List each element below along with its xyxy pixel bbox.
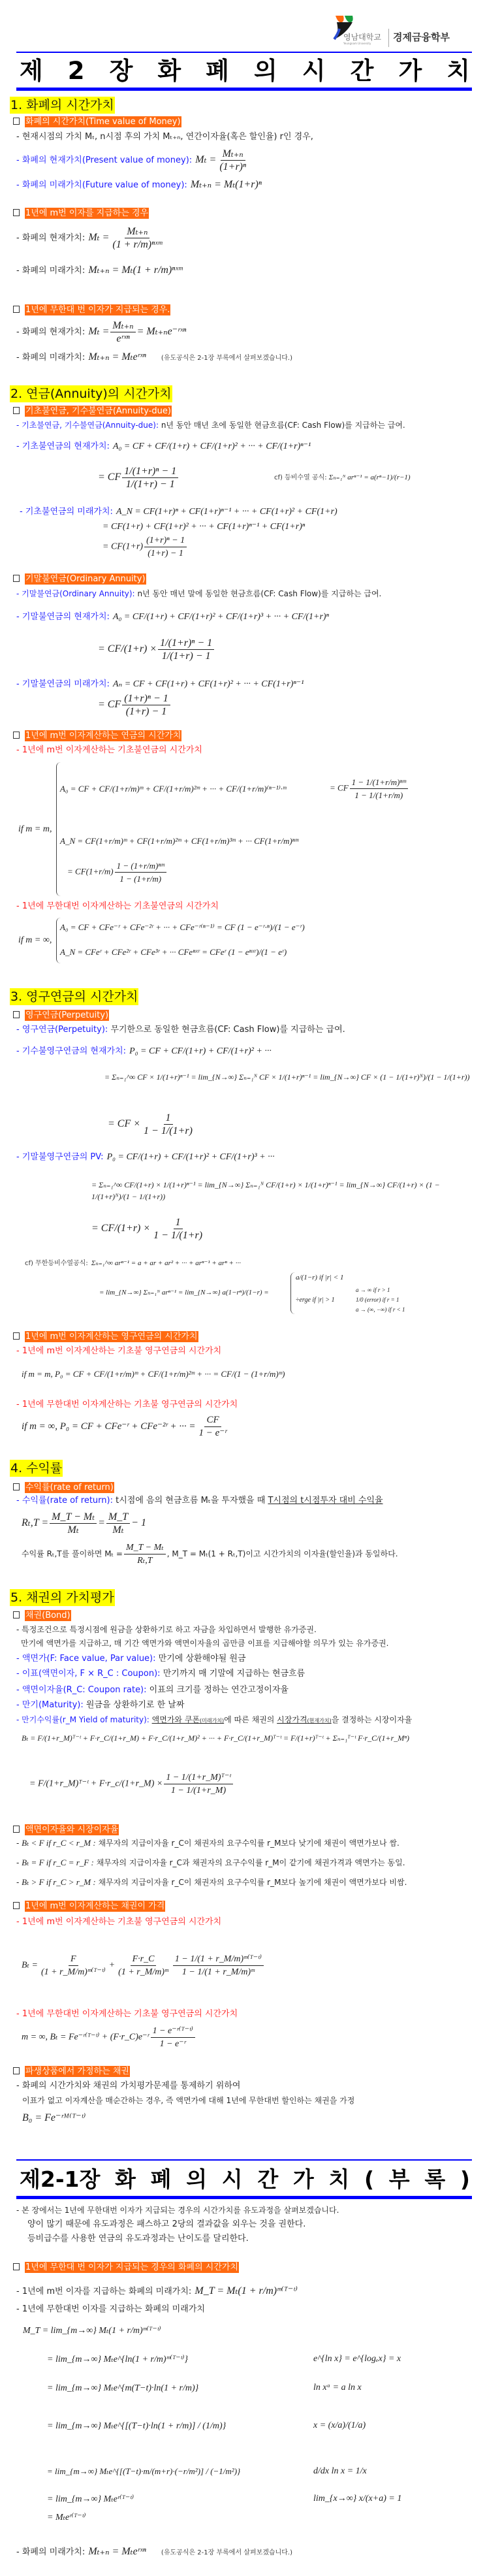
fv-label: - 화폐의 미래가치: [16,2547,86,2557]
checkbox-icon [13,306,20,313]
annuity-due-fv-formula-2: = CF(1+r) + CF(1+r)² + ··· + CF(1+r)ⁿ⁻¹ + CF(1+r)ⁿ [102,522,305,532]
checkbox-icon [13,1902,20,1909]
derivation-hint: x = (x/a)/(1/a) [313,2421,366,2430]
c-pv-label: - 화폐의 현재가치: [16,327,86,338]
checkbox-icon [13,1011,20,1018]
appendix-intro-2: 양이 많기 때문에 유도과정은 패스하고 2당의 결과값을 외우는 것을 권한다. [27,2219,306,2229]
ordinary-pv-formula-2: = CF/(1+r) × $\frac{\text{1/(1+r)ⁿ − 1}}{1/(1+r) - 1}$ [98,637,215,662]
annuity-due-pv-formula-2: = CF $\frac{\text{1/(1+r)ⁿ − 1}}{1/(1+r) - 1}$ [98,465,180,491]
subsection-label: 기말불연금(Ordinary Annuity) [25,574,146,584]
appendix-intro-3: 등비급수를 사용한 연금의 유도과정과는 난이도를 달리한다. [27,2234,249,2244]
inf-perpetuity-formula: if m = ∞, P₀ = CF + CFe⁻ʳ + CFe⁻²ʳ + ··· = $\frac{CF}{\text{1 − e⁻ʳ}}$ [22,1415,227,1438]
inf-annuity-label: - 1년에 무한대번 이자계산하는 기초불연금의 시간가치 [16,901,219,911]
c-fv-label: - 화폐의 미래가치: [16,353,86,362]
inf-a0-formula: A₀ = CF + CFe⁻ʳ + CFe⁻²ʳ + ··· + CFe⁻ʳ⁽ⁿ⁻¹⁾ = CF (1 − e⁻ʳ·ⁿ)/(1 − e⁻ʳ) [60,922,305,932]
derivation-hint: ln xᵃ = a ln x [313,2383,362,2392]
derivation-hint: lim_{x→∞} x/(x+a) = 1 [313,2494,402,2504]
subsection-heading [13,1611,71,1621]
m-a0-formula: A₀ = CF + CF/(1+r/m)ᵐ + CF/(1+r/m)²ᵐ + ··· + CF/(1+r/m)⁽ⁿ⁻¹⁾·ᵐ [60,784,287,794]
university-logo [333,14,477,48]
due-perpetuity-pv-formula: P₀ = CF + CF/(1+r) + CF/(1+r)² + ··· [129,1046,272,1056]
series-case-a: a → ∞ if r > 1 [356,1287,390,1293]
derivation-hint: e^{ln x} = e^{logₑx} = x [313,2354,401,2364]
subsection-heading [13,574,146,585]
divider [16,88,472,91]
derivation-step: = lim_{m→∞} Mₜe^{m(T−t)·ln(1 + r/m)} [47,2383,199,2393]
inf-bond-formula: m = ∞, Bₜ = Fe⁻ʳ⁽ᵀ⁻ᵗ⁾ + (F·r_C)e⁻ʳ $\frac{\text{1 − e⁻ʳ⁽ᵀ⁻ᵗ⁾}}{\text{1 − e⁻ʳ}}$ [22,2025,196,2050]
m-pv-label: - 화폐의 현재가치: [16,233,86,244]
annuity-due-fv-label: - 기초불연금의 미래가치: [20,507,113,517]
left-brace [56,762,61,896]
subsection-label: 액면이자율와 시장이자율 [25,1825,119,1835]
m-fv-formula: M_T = Mₜ(1 + r/m)ᵐ⁽ᵀ⁻ᵗ⁾ [195,2285,298,2296]
subsection-heading [13,305,170,315]
annuity-due-pv-formula: A₀ = CF + CF/(1+r) + CF/(1+r)² + ··· + CF/(1+r)ⁿ⁻¹ [113,442,311,451]
derivation-step: = lim_{m→∞} Mₜe^{[(T−t)·m/(m+r)·(−r/m²)] / (−1/m²)} [47,2466,241,2476]
m-annuity-label: - 1년에 m번 이자계산하는 기초불연금의 시간가치 [16,745,202,755]
subsection-label: 화폐의 시간가치(Time value of Money) [25,117,181,127]
derivation-note: (유도공식은 2-1장 부록에서 살펴보겠습니다.) [161,2549,292,2556]
c-pv-formula: Mₜ = $\frac{\text{Mₜ₊ₙ}}{\text{eʳˣⁿ}}$ = Mₜ₊ₙe⁻ʳˣⁿ [88,320,187,344]
checkbox-icon [13,2263,20,2270]
m-pv-formula: Mₜ = $\frac{\text{Mₜ₊ₙ}}{\text{(1 + r/m)ⁿˣᵐ}}$ [88,226,163,250]
bond-price-formula: Bₜ = F/(1+r_M)ᵀ⁻ᵗ + F·r_C/(1+r_M) + F·r_C/(1+r_M)² + ··· + F·r_C/(1+r_M)ᵀ⁻ᵗ = F/(1+r)ᵀ⁻ᵗ + Σₙ₌₁ᵀ⁻ᵗ F·r_C/(1+r_Mⁿ) [22,1733,410,1743]
subsection-label: 1년에 m번 이자를 지급하는 경우 [25,208,149,218]
subsection-heading [13,208,149,219]
subsection-label: 파생상품에서 가정하는 채권 [25,2067,129,2076]
due-perpetuity-pv-formula-3: = CF × $\frac{1}{1 - 1/(1+r)}$ [108,1112,193,1136]
subsection-heading [13,1332,198,1342]
checkbox-icon [13,1332,20,1340]
intro-text: - 현재시점의 가치 Mₜ, n시점 후의 가치 Mₜ₊ₙ, 연간이자율(혹은 할인율) r인 경우, [16,132,313,142]
ordinary-fv-formula: Aₙ = CF + CF(1+r) + CF(1+r)² + ··· + CF(1+r)ⁿ⁻¹ [113,679,304,689]
derivation-step: = lim_{m→∞} Mₜeʳ⁽ᵀ⁻ᵗ⁾ [47,2494,134,2504]
coupon-item: - 이표(액면이자, F × R_C : Coupon): 만기까지 매 기말에 지급하는 현금흐름 [16,1669,305,1679]
series-case-b: 1/0 (error) if r = 1 [356,1296,399,1303]
section-heading: 1. 화폐의 시간가치 [10,98,114,112]
subsection-label: 기초불연금, 기수불연금(Annuity-due) [25,406,171,416]
ytm-item: - 만기수익률(r_M Yield of maturity): 액면가와 쿠폰(미래가치)에 따른 채권의 시장가격(현재가치)을 결정하는 시장이자율 [16,1715,413,1724]
inf-perpetuity-label: - 1년에 무한대번 이자계산하는 기초불 영구연금의 시간가치 [16,1400,238,1409]
geometric-series-note: cf) 등비수열 공식: Σₙ₌₁ᴺ arⁿ⁻¹ = a(rⁿ−1)/(r−1) [274,474,411,481]
fv-formula: Mₜ₊ₙ = Mₜ(1+r)ⁿ [190,179,262,190]
logo-univ-en: Yeungnam University [343,42,371,45]
derivation-step: M_T = lim_{m→∞} Mₜ(1 + r/m)ᵐ⁽ᵀ⁻ᵗ⁾ [23,2326,161,2336]
divider [16,52,472,53]
infinite-series-formula: Σₙ₌₁^∞ arⁿ⁻¹ = a + ar + ar² + ··· + arⁿ⁻¹ + arⁿ + ··· [91,1259,241,1267]
checkbox-icon [13,118,20,125]
derivation-step: = lim_{m→∞} Mₜe^{[(T−t)·ln(1 + r/m)] / (1/m)} [47,2421,227,2431]
maturity-item: - 만기(Maturity): 원금을 상환하기로 한 날짜 [16,1700,185,1710]
face-value-item: - 액면가(F: Face value, Par value): 만기에 상환해야될 원금 [16,1654,246,1664]
m-fv-label: - 화폐의 미래가치: [16,266,86,276]
subsection-label: 수익률(rate of return) [25,1483,114,1492]
m-perpetuity-formula: if m = m, P₀ = CF + CF/(1+r/m)ᵐ + CF/(1+r/m)²ᵐ + ··· = CF/(1 − (1+r/m)ᵐ) [22,1369,285,1379]
derivative-bond-text: - 화폐의 시간가치와 채권의 가치평가문제를 통제하기 위하여 [16,2081,241,2091]
section-heading: 3. 영구연금의 시간가치 [10,990,138,1004]
ord-perpetuity-pv-formula-3: = CF/(1+r) × $\frac{1}{1 - 1/(1+r)}$ [91,1217,203,1241]
subsection-heading [13,1901,165,1912]
section-heading: 2. 연금(Annuity)의 시간가치 [10,387,172,401]
checkbox-icon [13,407,20,414]
annuity-due-fv-formula-3: = CF(1+r) $\frac{\text{(1+r)ⁿ − 1}}{(1+r) - 1}$ [102,534,188,560]
annuity-due-pv-label: - 기초불연금의 현재가치: [16,442,110,451]
subsection-label: 1년에 m번 이자계산하는 연금의 시간가치 [25,731,181,741]
annuity-due-definition: - 기초불연금, 기수불연금(Annuity-due): n년 동안 매년 초에 동일한 현금흐름(CF: Cash Flow)를 지급하는 급여. [16,421,405,430]
divider [16,2159,472,2161]
logo-dept-name: 경제금융학부 [393,31,450,43]
section-heading: 4. 수익률 [10,1461,63,1475]
subsection-heading [13,1483,114,1493]
subsection-label: 1년에 무한대 번 이자가 지급되는 경우. [25,305,170,315]
subsection-heading [13,117,181,127]
due-perpetuity-pv-formula-2: = Σₙ₌₁^∞ CF × 1/(1+r)ⁿ⁻¹ = lim_{N→∞} Σₙ₌₁ᴺ CF × 1/(1+r)ⁿ⁻¹ = lim_{N→∞} CF × (1 − 1/(1+r)ᴺ)/(1 − 1/(1+r)) [104,1072,470,1082]
derivation-hint: d/dx ln x = 1/x [313,2466,367,2476]
derivation-step: = Mₜeʳ⁽ᵀ⁻ᵗ⁾ [47,2513,86,2522]
appendix-title: 제2-1장 화 폐 의 시 간 가 치 ( 부 록 ) [20,2166,470,2192]
return-formula: Rₜ,T = $\frac{\text{M\_T − Mₜ}}{\text{Mₜ}}$ = $\frac{M\_T}{\text{Mₜ}}$ − 1 [22,1511,146,1536]
annuity-due-fv-formula: A_N = CF(1+r)ⁿ + CF(1+r)ⁿ⁻¹ + ··· + CF(1+r)² + CF(1+r) [116,507,337,517]
subsection-label: 1년에 m번 이자계산하는 영구연금의 시간가치 [25,1332,198,1342]
subsection-heading [13,1010,109,1021]
series-case-c: a → (∞, −∞) if r < 1 [356,1306,405,1313]
m-fv-formula: Mₜ₊ₙ = Mₜ(1 + r/m)ⁿˣᵐ [88,265,183,276]
logo-univ-name: 영남대학교 [343,33,381,42]
comparison-item: - Bₜ < F if r_C < r_M : 채무자의 지급이자율 r_C이 채권자의 요구수익률 r_M보다 낮기에 채권이 액면가보나 쌈. [16,1838,399,1848]
derivation-step: = lim_{m→∞} Mₜe^{ln(1 + r/m)ᵐ⁽ᵀ⁻ᵗ⁾} [47,2355,189,2364]
checkbox-icon [13,209,20,216]
appendix-intro: - 본 장에서는 1년에 무한대번 이자가 지급되는 경우의 시간가치를 유도과정을 살펴보겠습니다. [16,2206,339,2215]
section-heading: 5. 채권의 가치평가 [10,1590,114,1605]
m-an-formula-2: = CF(1+r/m) $\frac{\text{1 − (1+r/m)ⁿᵐ}}{1 - (1+r/m)}$ [67,860,168,885]
ordinary-fv-label: - 기말불연금의 미래가치: [16,679,110,689]
pv-label: - 화폐의 현재가치(Present value of money): [16,155,193,166]
ordinary-fv-formula-2: = CF $\frac{\text{(1+r)ⁿ − 1}}{(1+r) - 1}$ [98,692,172,718]
ord-perpetuity-pv-label: - 기말불영구연금의 PV: [16,1152,104,1162]
subsection-label: 채권(Bond) [25,1611,70,1620]
subsection-heading [13,406,172,417]
subsection-heading [13,1825,119,1835]
fv-formula: Mₜ₊ₙ = Mₜeʳˣⁿ [88,2546,146,2557]
infinite-series-formula-2: = lim_{N→∞} Σₙ₌₁ᴺ arⁿ⁻¹ = lim_{N→∞} a(1−rⁿ)/(1−r) = [99,1289,269,1296]
derivation-note: (유도공식은 2-1장 부록에서 살펴보겠습니다.) [161,355,292,362]
subsection-label: 1년에 m번 이자계산하는 채권이 가격 [25,1901,165,1911]
divider [16,2196,472,2199]
m-an-formula: A_N = CF(1+r/m)ᵐ + CF(1+r/m)²ᵐ + CF(1+r/m)³ᵐ + ··· CF(1+r/m)ⁿᵐ [60,836,299,846]
left-brace [290,1272,295,1314]
coupon-rate-item: - 액면이자율(R_C: Coupon rate): 이표의 크기를 정하는 연간고정이자율 [16,1685,289,1695]
bond-definition-2: 만기에 액면가를 지급하고, 매 기간 액면가와 액면이자율의 곱만큼 이표를 지급해야할 의무가 있는 유가증권. [21,1639,389,1648]
m-bond-label: - 1년에 m번 이자계산하는 기초불 영구연금의 시간가치 [16,1917,222,1927]
m-fv-label: - 1년에 m번 이자를 지급하는 화폐의 미래가치: [16,2287,192,2296]
bond-definition: - 특정조건으로 특정시점에 원금을 상환하기로 하고 자금을 차입하면서 발행한 유가증권. [16,1625,317,1634]
fv-label: - 화폐의 미래가치(Future value of money): [16,180,187,190]
condition-m: if m = m, [18,824,52,834]
due-perpetuity-pv-label: - 기수불영구연금의 현재가치: [16,1046,127,1056]
subsection-label: 영구연금(Perpetuity) [25,1010,109,1020]
subsection-heading [13,2067,130,2077]
series-case-diverge: ÷erge if |r| > 1 [296,1296,335,1304]
perpetuity-definition: - 영구연금(Perpetuity): 무기한으로 동일한 현금흐름(CF: Cash Flow)를 지급하는 급여. [16,1025,345,1035]
logo-divider [388,29,389,47]
checkbox-icon [13,732,20,739]
bond-price-formula-2: = F/(1+r_M)ᵀ⁻ᵗ + F·r_c/(1+r_M) × $\frac{\text{1 − 1/(1+r\_M)ᵀ⁻ᵗ}}{1 - 1/(1+r\_M)}$ [29,1771,234,1797]
series-case-converge: a/(1−r) if |r| < 1 [296,1274,344,1281]
subsection-heading [13,2262,239,2273]
inf-an-formula: A_N = CFeʳ + CFe²ʳ + CFe³ʳ + ··· CFeⁿˣʳ = CFeʳ (1 − eⁿˣʳ)/(1 − eʳ) [60,947,287,957]
m-bond-formula: Bₜ = $\frac{F}{\text{(1 + r\_M/m)ᵐ⁽ᵀ⁻ᵗ⁾}}$ + $\frac{F\cdot r\_C}{\text{(1 + r\_M/m)ᵐ}}$ $\frac{\text{1 − 1/(1 + r\_M/m)ᵐ⁽ᵀ⁻ᵗ⁾}}{\text{1 − 1/(1 + r\_M/m)ᵐ}}$ [22,1953,265,1978]
pv-formula: Mₜ = $\frac{\text{Mₜ₊ₙ}}{\text{(1+r)ⁿ}}$ [195,148,247,172]
ordinary-annuity-definition: - 기말불연금(Ordinary Annuity): n년 동안 매년 말에 동일한 현금흐름(CF: Cash Flow)를 지급하는 급여. [16,589,382,598]
checkbox-icon [13,1826,20,1833]
infinite-series-note: cf) 무한등비수열공식: [25,1260,88,1267]
m-a0-formula-rhs: = CF $\frac{\text{1 − 1/(1+r/m)ⁿᵐ}}{1 - 1/(1+r/m)}$ [330,776,409,801]
subsection-heading [13,731,181,741]
condition-inf: if m = ∞, [18,935,52,945]
comparison-item: - Bₜ = F if r_C = r_F : 채무자의 지급이자율 r_C과 채권자의 요구수익률 r_M이 같기에 채권가격과 액면가는 동일. [16,1858,405,1867]
ordinary-pv-formula: A₀ = CF/(1+r) + CF/(1+r)² + CF/(1+r)³ + ··· + CF/(1+r)ⁿ [113,612,329,622]
return-solution: 수익률 Rₜ,T를 풀이하면 Mₜ = $\frac{\text{M\_T − Mₜ}}{\text{Rₜ,T}}$ , M_T = Mₜ(1 + Rₜ,T)이고 시간가치의 이자율(할인율)과 동일하다. [22,1543,398,1566]
ordinary-pv-label: - 기말불연금의 현재가치: [16,612,110,622]
m-perpetuity-label: - 1년에 m번 이자계산하는 기초불 영구연금의 시간가치 [16,1346,222,1356]
return-definition: - 수익률(rate of return): t시점에 음의 현금흐름 Mₜ을 투자했을 때 T시점의 t시점투자 대비 수익율 [16,1496,383,1505]
checkbox-icon [13,2067,20,2074]
c-fv-formula: Mₜ₊ₙ = Mₜeʳˣⁿ [88,351,146,362]
checkbox-icon [13,575,20,582]
inf-fv-label: - 1년에 무한대번 이자를 지급하는 화폐의 미래가치 [16,2304,205,2314]
page-title: 제 2 장 화 폐 의 시 간 가 치 [20,57,470,85]
comparison-item: - Bₜ > F if r_C > r_M : 채무자의 지급이자율 r_C이 채권자의 요구수익률 r_M보다 높기에 채권이 액면가보다 비쌈. [16,1877,407,1887]
ord-perpetuity-pv-formula-2: = Σₙ₌₁^∞ CF/(1+r) × 1/(1+r)ⁿ⁻¹ = lim_{N→∞} Σₙ₌₁ᴺ CF/(1+r) × 1/(1+r)ⁿ⁻¹ = lim_{N→∞} CF/(1+r) × (1 − 1/(1+r)ᴺ)/(1 − 1/(1+r)) [91,1180,440,1201]
inf-bond-label: - 1년에 무한대번 이자계산하는 기초불 영구연금의 시간가치 [16,2009,238,2019]
checkbox-icon [13,1483,20,1490]
subsection-label: 1년에 무한대 번 이자가 지급되는 경우의 화폐의 시간가치 [25,2262,239,2272]
ord-perpetuity-pv-formula: P₀ = CF/(1+r) + CF/(1+r)² + CF/(1+r)³ + ··· [106,1152,275,1162]
derivative-bond-formula: B₀ = Fe⁻ʳᴹ⁽ᵀ⁻ᵗ⁾ [22,2112,86,2123]
derivative-bond-text-2: 이표가 없고 이자계산을 매순간하는 경우, 즉 액면가에 대해 1년에 무한대번 할인하는 채권을 가정 [22,2096,355,2105]
checkbox-icon [13,1611,20,1618]
